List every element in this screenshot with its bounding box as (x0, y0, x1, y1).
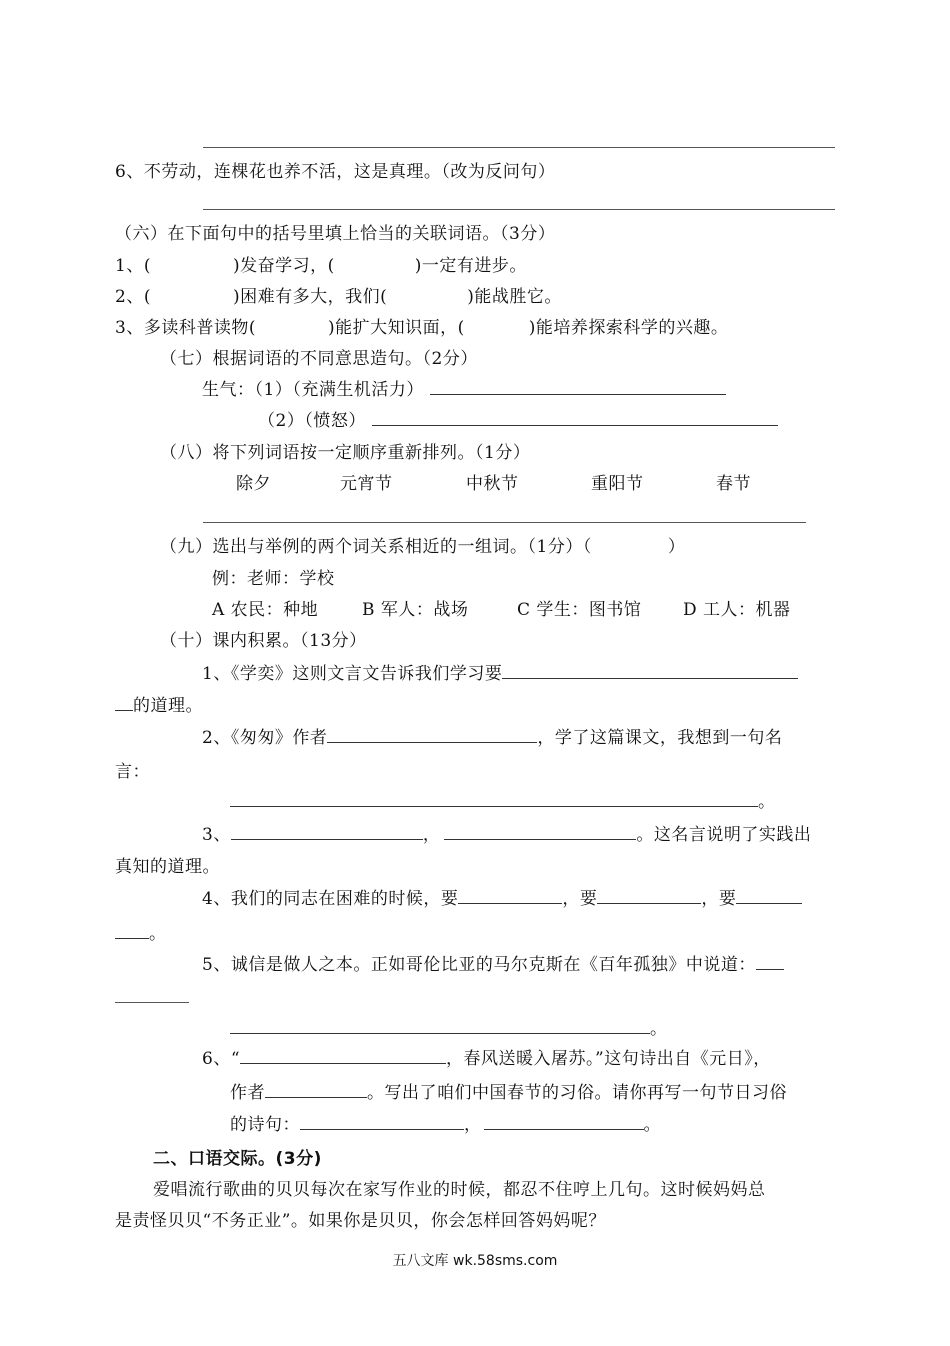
part-2-paragraph-1: 爱唱流行歌曲的贝贝每次在家写作业的时候，都忍不住哼上几句。这时候妈妈总 (153, 1180, 766, 1200)
s10-q1: 1、《学奕》这则文言文告诉我们学习要 (202, 662, 798, 686)
word-5: 春节 (716, 474, 751, 494)
answer-blank[interactable] (372, 409, 778, 426)
s10-q2: 2、《匆匆》作者 ，学了这篇课文，我想到一句名 (202, 728, 783, 748)
section-7-line-2: （2）（愤怒） (258, 409, 778, 433)
answer-blank[interactable] (736, 887, 802, 904)
s10-q4-cont: 。 (115, 922, 167, 946)
answer-blank[interactable] (444, 823, 636, 840)
section-6-item-3: 3、多读科普读物( )能扩大知识面，( )能培养探索科学的兴趣。 (115, 318, 729, 338)
answer-blank[interactable] (597, 887, 701, 904)
option-a: A 农民：种地 (212, 600, 319, 620)
answer-blank[interactable] (756, 953, 784, 970)
answer-blank[interactable] (502, 662, 798, 679)
word-4: 重阳节 (591, 474, 644, 494)
answer-blank[interactable] (327, 726, 537, 743)
section-6-title: （六）在下面句中的括号里填上恰当的关联词语。（3分） (115, 224, 556, 244)
s10-q5: 5、诚信是做人之本。正如哥伦比亚的马尔克斯在《百年孤独》中说道： (202, 953, 784, 977)
section-9-options (212, 598, 791, 622)
answer-line (115, 1002, 189, 1003)
s10-q2-answer: 。 (230, 790, 776, 814)
section-7-line-1: 生气：（1）（充满生机活力） (202, 378, 726, 402)
s10-q4: 4、我们的同志在困难的时候，要 ，要 ，要 (202, 887, 802, 911)
section-6-item-1: 1、( )发奋学习，( )一定有进步。 (115, 256, 527, 276)
answer-line (203, 522, 806, 523)
s10-q6-line-2: 作者 。写出了咱们中国春节的习俗。请你再写一句节日习俗 (230, 1083, 787, 1103)
s10-q6: 6、“ ，春风送暖入屠苏。”这句诗出自《元日》， (202, 1049, 771, 1069)
answer-blank[interactable] (430, 378, 726, 395)
section-9-title: （九）选出与举例的两个词关系相近的一组词。（1分）（ ） (160, 537, 686, 557)
answer-blank[interactable] (484, 1113, 644, 1130)
section-8-words (236, 472, 751, 496)
s10-q2-cont: 言： (115, 762, 150, 782)
answer-line (203, 209, 835, 210)
section-9-example: 例：老师：学校 (212, 569, 335, 589)
answer-blank[interactable] (230, 790, 758, 807)
s10-q6-line-3: 的诗句： ， 。 (230, 1115, 661, 1135)
option-d: D 工人：机器 (683, 600, 791, 620)
s10-q1-cont: 的道理。 (115, 694, 203, 718)
section-6-item-2: 2、( )困难有多大，我们( )能战胜它。 (115, 287, 562, 307)
answer-blank[interactable] (115, 694, 133, 711)
section-10-title: （十）课内积累。（13分） (160, 631, 367, 651)
answer-blank[interactable] (231, 823, 423, 840)
answer-blank[interactable] (458, 887, 562, 904)
option-b: B 军人：战场 (362, 600, 469, 620)
q5-item-6: 6、不劳动，连棵花也养不活，这是真理。（改为反问句） (115, 162, 556, 182)
answer-line (203, 147, 835, 148)
s10-q3: 3、 ， 。这名言说明了实践出 (202, 825, 812, 845)
answer-blank[interactable] (265, 1081, 367, 1098)
s10-q5-answer: 。 (230, 1017, 668, 1041)
part-2-paragraph-2: 是责怪贝贝“不务正业”。如果你是贝贝，你会怎样回答妈妈呢？ (115, 1211, 606, 1231)
answer-blank[interactable] (240, 1047, 446, 1064)
section-8-title: （八）将下列词语按一定顺序重新排列。（1分） (160, 443, 531, 463)
answer-blank[interactable] (230, 1017, 650, 1034)
option-c: C 学生：图书馆 (517, 600, 642, 620)
answer-blank[interactable] (115, 922, 149, 939)
word-2: 元宵节 (340, 474, 393, 494)
s10-q3-cont: 真知的道理。 (115, 857, 220, 877)
word-3: 中秋节 (466, 474, 519, 494)
section-7-title: （七）根据词语的不同意思造句。（2分） (160, 349, 478, 369)
part-2-title: 二、口语交际。(3分) (153, 1149, 322, 1169)
word-1: 除夕 (236, 474, 271, 494)
answer-blank[interactable] (300, 1113, 464, 1130)
footer-watermark: 五八文库 wk.58sms.com (392, 1253, 558, 1269)
